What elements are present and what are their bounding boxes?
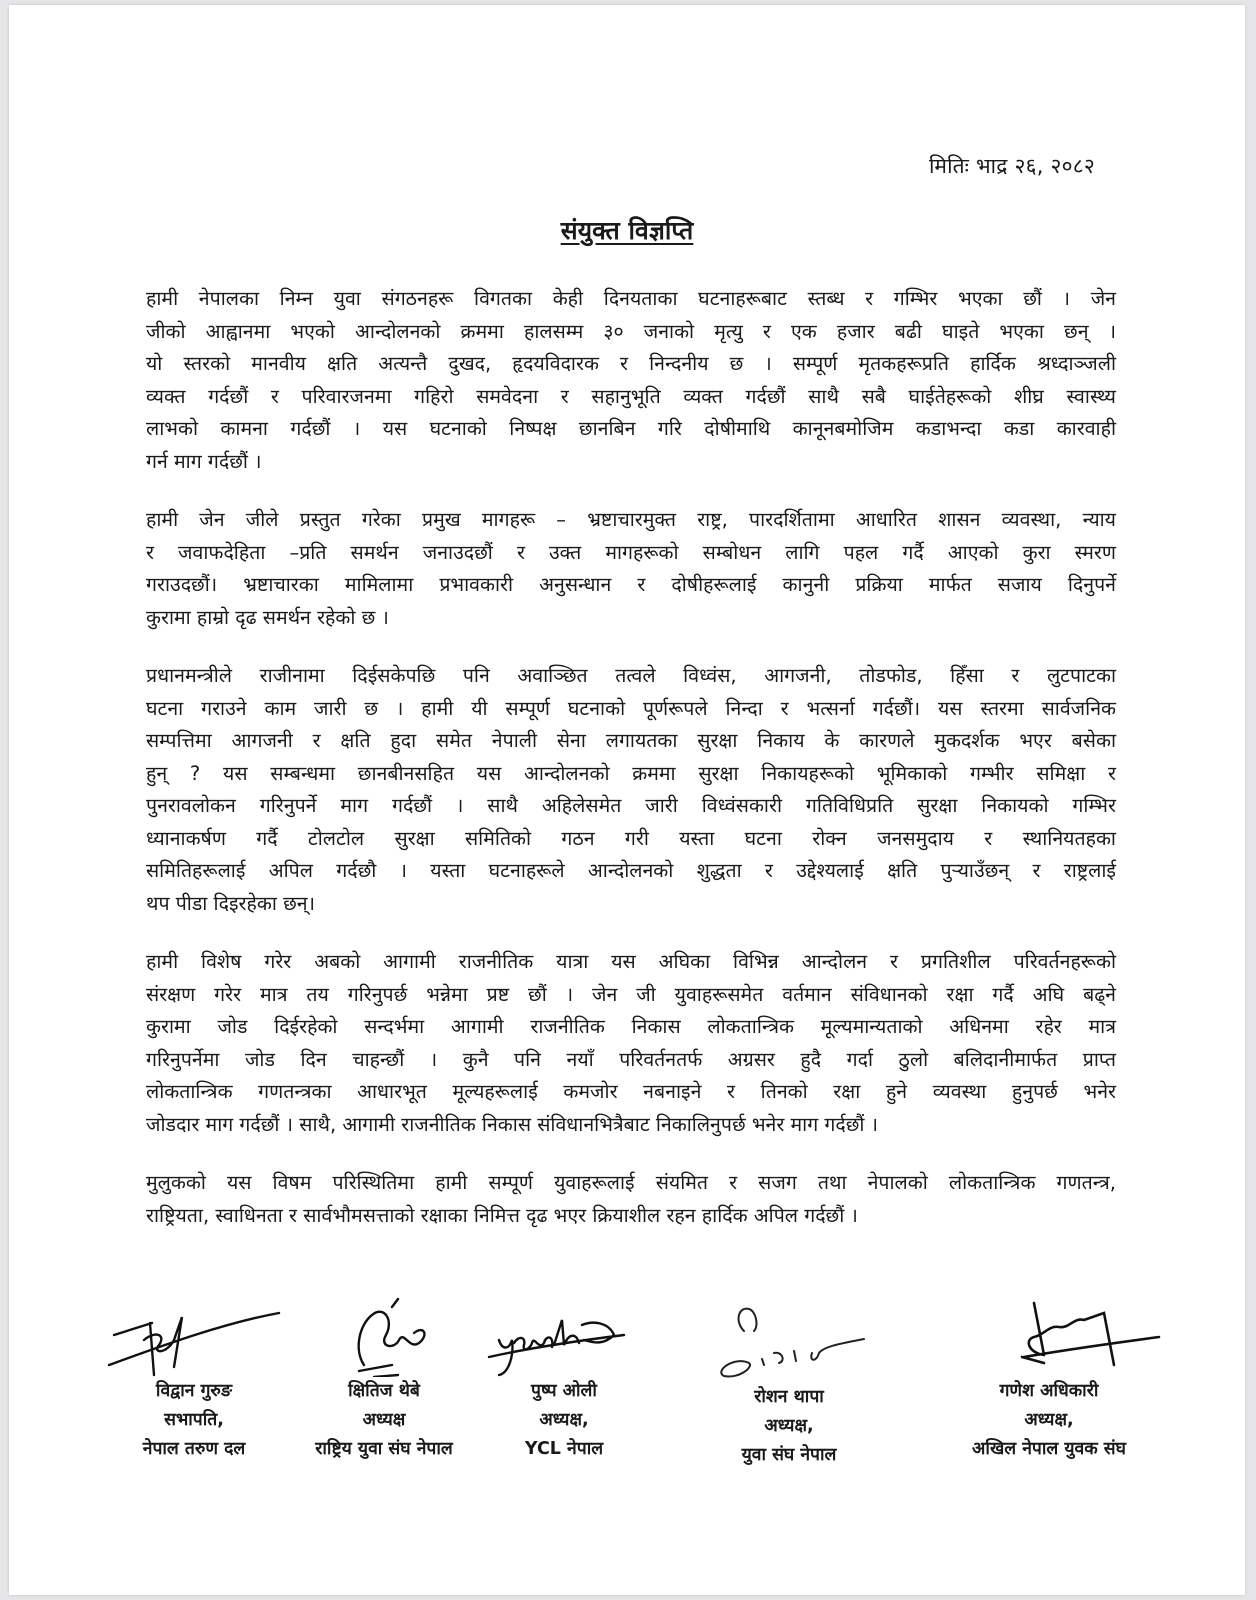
text-line: लोकतान्त्रिक गणतन्त्रका आधारभूत मूल्यहरूलाई कमजोर नबनाइने र तिनको रक्षा हुने व्यवस्था हुनुपर्छ भनेर	[146, 1080, 1116, 1103]
signatory-name: गणेश अधिकारी	[999, 1381, 1099, 1401]
paragraph-2	[146, 504, 1116, 634]
signature-icon	[934, 1295, 1164, 1377]
text-line: राष्ट्रियता, स्वाधिनता र सार्वभौमसत्ताको रक्षाका निमित्त दृढ भएर क्रियाशील रहन हार्दिक अपिल गर्दछौं ।	[146, 1203, 858, 1227]
signatory-5	[934, 1295, 1164, 1464]
text-line: कुरामा हाम्रो दृढ समर्थन रहेको छ ।	[146, 605, 389, 629]
document-page	[9, 5, 1245, 1595]
paragraph-1	[146, 283, 1116, 478]
paragraph-5	[146, 1167, 1116, 1232]
text-line: जोडदार माग गर्दछौं । साथै, आगामी राजनीतिक निकास संविधानभित्रैबाट निकालिनुपर्छ भनेर माग गर्दछौं ।	[146, 1112, 879, 1136]
signature-icon	[484, 1295, 644, 1377]
signature-icon	[314, 1295, 454, 1377]
signature-block	[104, 1295, 1184, 1485]
text-line: यो स्तरको मानवीय क्षति अत्यन्तै दुखद, हृदयविदारक र निन्दनीय छ । सम्पूर्ण मृतकहरूप्रति हार्दिक श्रध्दाञ्जली	[146, 352, 1117, 375]
text-line: संरक्षण गरेर मात्र तय गरिनुपर्छ भन्नेमा प्रष्ट छौं । जेन जी युवाहरूसमेत वर्तमान संविधानको रक्षा गर्दै अघि बढ्ने	[146, 982, 1116, 1006]
signatory-1	[104, 1295, 284, 1464]
signatory-name: क्षितिज थेबे	[348, 1381, 420, 1401]
text-line: प्रधानमन्त्रीले राजीनामा दिईसकेपछि पनि अवाञ्छित तत्वले विध्वंस, आगजनी, तोडफोड, हिँसा र लुटपाटका	[146, 664, 1116, 687]
text-line: घटना गराउने काम जारी छ । हामी यी सम्पूर्ण घटनाको पूर्णरूपले निन्दा र भत्सर्ना गर्दछौं। यस स्तरमा सार्वजनिक	[146, 696, 1116, 720]
signatory-role: अध्यक्ष	[362, 1410, 406, 1430]
text-line: गर्न माग गर्दछौं ।	[146, 449, 262, 473]
signatory-org: युवा संघ नेपाल	[741, 1445, 837, 1465]
signatory-role: अध्यक्ष,	[539, 1410, 589, 1430]
signatory-4	[704, 1301, 874, 1470]
signatory-name: विद्वान गुरुङ	[155, 1381, 233, 1401]
text-line: गराउदछौं। भ्रष्टाचारका मामिलामा प्रभावकारी अनुसन्धान र दोषीहरूलाई कानुनी प्रक्रिया मार्फत सजाय दिनुपर्ने	[146, 573, 1116, 596]
text-line: हामी जेन जीले प्रस्तुत गरेका प्रमुख मागहरू – भ्रष्टाचारमुक्त राष्ट्र, पारदर्शितामा आधारित शासन व्यवस्था, न्याय	[146, 508, 1116, 531]
signature-icon	[704, 1301, 874, 1383]
signatory-2	[274, 1295, 494, 1464]
text-line: समितिहरूलाई अपिल गर्दछौ । यस्ता घटनाहरूले आन्दोलनको शुद्धता र उद्देश्यलाई क्षति पुऱ्याउँछन् र राष्ट्रलाई	[146, 859, 1116, 882]
signatory-org: नेपाल तरुण दल	[142, 1439, 246, 1459]
document-date: मितिः भाद्र २६, २०८२	[928, 154, 1095, 178]
text-line: हामी नेपालका निम्न युवा संगठनहरू विगतका केही दिनयताका घटनाहरूबाट स्तब्ध र गम्भिर भएका छौं । जेन	[146, 287, 1116, 310]
text-line: र जवाफदेहिता –प्रति समर्थन जनाउदछौं र उक्त मागहरूको सम्बोधन लागि पहल गर्दै आएको कुरा स्मरण	[146, 540, 1116, 564]
document-title	[9, 213, 1245, 247]
text-line: हुन् ? यस सम्बन्धमा छानबीनसहित यस आन्दोलनको क्रममा सुरक्षा निकायहरूको भूमिकाको गम्भीर समिक्षा र	[146, 761, 1116, 785]
text-line: जीको आह्वानमा भएको आन्दोलनको क्रममा हालसम्म ३० जनाको मृत्यु र एक हजार बढी घाइते भएका छन् ।	[146, 319, 1116, 343]
text-line: गरिनुपर्नेमा जोड दिन चाहन्छौं । कुनै पनि नयाँ परिवर्तनतर्फ अग्रसर हुदै गर्दा ठुलो बलिदानीमार्फत प्राप्त	[146, 1047, 1116, 1071]
signatory-3	[484, 1295, 644, 1464]
signatory-role: अध्यक्ष,	[1024, 1410, 1074, 1430]
signatory-role: सभापति,	[164, 1410, 224, 1430]
signatory-org: YCL नेपाल	[524, 1439, 604, 1459]
signatory-org: अखिल नेपाल युवक संघ	[972, 1439, 1126, 1459]
text-line: व्यक्त गर्दछौं र परिवारजनमा गहिरो समवेदना र सहानुभूति व्यक्त गर्दछौं साथै सबै घाईतेहरूको शीघ्र स्वास्थ्य	[146, 384, 1116, 408]
signatory-name: रोशन थापा	[754, 1387, 824, 1407]
paragraph-3	[146, 660, 1116, 920]
paragraph-4	[146, 946, 1116, 1141]
text-line: ध्यानाकर्षण गर्दै टोलटोल सुरक्षा समितिको गठन गरी यस्ता घटना रोक्न जनसमुदाय र स्थानियतहका	[146, 826, 1116, 850]
document-body	[146, 283, 1116, 1258]
document-title-text: संयुक्त विज्ञप्ति	[560, 216, 694, 245]
signatory-name: पुष्प ओली	[531, 1381, 597, 1401]
text-line: कुरामा जोड दिईरहेको सन्दर्भमा आगामी राजनीतिक निकास लोकतान्त्रिक मूल्यमान्यताको अधिनमा रहेर मात्र	[146, 1015, 1116, 1038]
signature-icon	[104, 1295, 284, 1377]
text-line: मुलुकको यस विषम परिस्थितिमा हामी सम्पूर्ण युवाहरूलाई संयमित र सजग तथा नेपालको लोकतान्त्रिक गणतन्त्र,	[146, 1171, 1116, 1194]
text-line: लाभको कामना गर्दछौं । यस घटनाको निष्पक्ष छानबिन गरि दोषीमाथि कानूनबमोजिम कडाभन्दा कडा कारवाही	[146, 417, 1116, 440]
text-line: पुनरावलोकन गरिनुपर्ने माग गर्दछौं । साथै अहिलेसमेत जारी विध्वंसकारी गतिविधिप्रति सुरक्षा निकायको गम्भिर	[146, 794, 1116, 817]
signatory-role: अध्यक्ष,	[764, 1416, 814, 1436]
text-line: हामी विशेष गरेर अबको आगामी राजनीतिक यात्रा यस अघिका विभिन्न आन्दोलन र प्रगतिशील परिवर्तनहरूको	[146, 950, 1116, 973]
text-line: थप पीडा दिइरहेका छन्।	[146, 891, 315, 915]
text-line: सम्पत्तिमा आगजनी र क्षति हुदा समेत नेपाली सेना लगायतका सुरक्षा निकाय के कारणले मुकदर्शक भएर बसेका	[146, 729, 1116, 752]
signatory-org: राष्ट्रिय युवा संघ नेपाल	[315, 1439, 453, 1459]
